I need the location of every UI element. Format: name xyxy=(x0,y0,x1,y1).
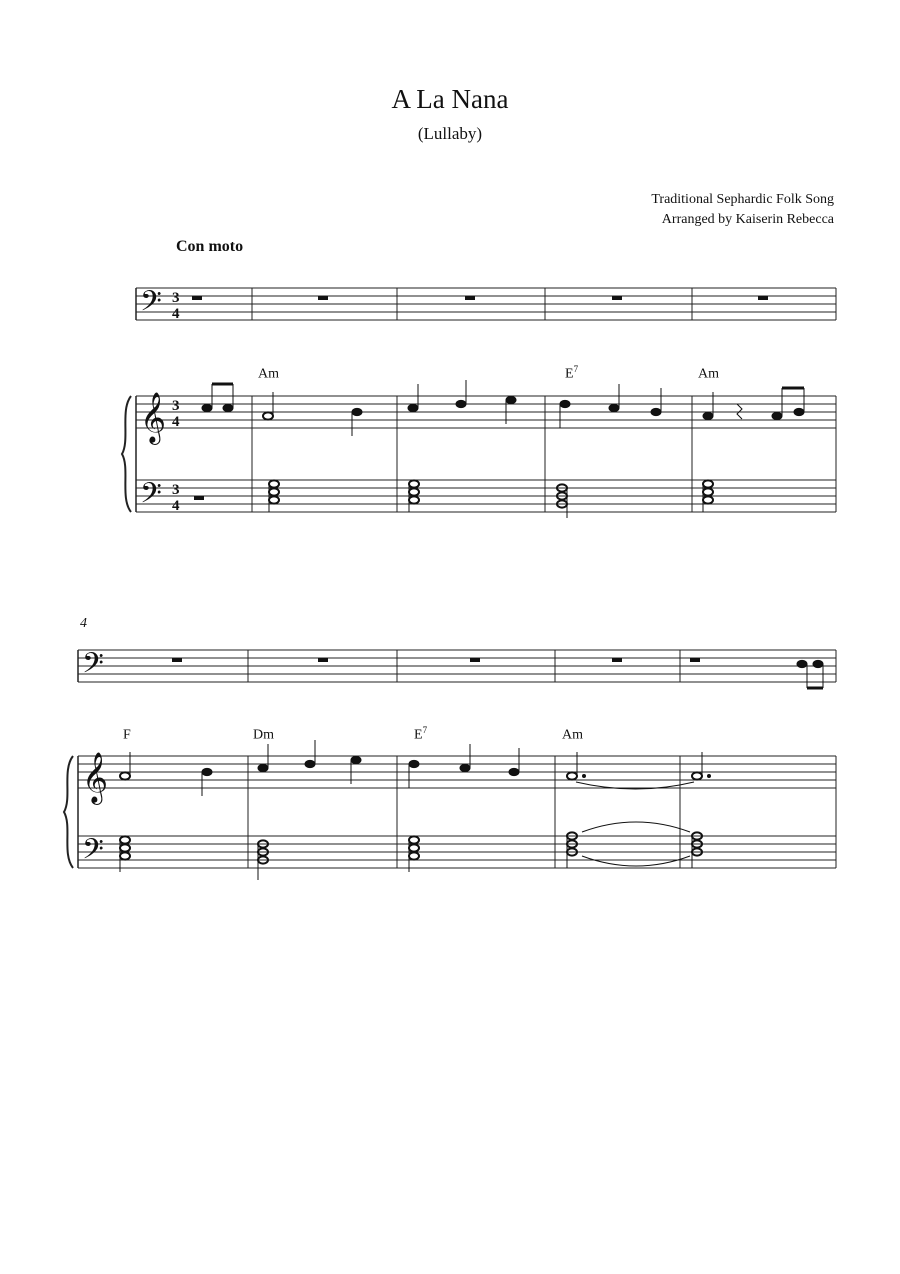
piece-subtitle: (Lullaby) xyxy=(417,124,483,143)
chord-symbol: $E^7$ xyxy=(414,725,428,743)
bass-clef-icon: 𝄢 xyxy=(82,833,104,873)
bass-staff-2 xyxy=(78,650,836,682)
piano-barlines-1 xyxy=(136,396,836,512)
treble-staff-1 xyxy=(136,396,836,428)
accompaniment-chords-2 xyxy=(120,822,702,880)
piano-brace-2 xyxy=(64,756,73,868)
chord-symbol: Am xyxy=(562,727,583,743)
piano-bass-staff-2 xyxy=(78,836,836,868)
bass-clef-icon: 𝄢 xyxy=(82,647,104,687)
composer-credit: Traditional Sephardic Folk Song xyxy=(651,192,834,207)
piano-barlines-2 xyxy=(78,756,836,868)
piece-title: A La Nana xyxy=(391,84,509,114)
treble-staff-2 xyxy=(78,756,836,788)
melody-notes-2 xyxy=(120,660,823,796)
treble-clef-icon: 𝄞 xyxy=(140,392,167,443)
bass-staff-1 xyxy=(136,288,836,320)
chord-symbol: Am xyxy=(258,366,279,382)
bass-clef-icon: 𝄢 xyxy=(140,477,162,517)
arranger-credit: Arranged by Kaiserin Rebecca xyxy=(661,212,834,227)
whole-rests xyxy=(172,296,768,662)
bass-clef-icon: 𝄢 xyxy=(140,285,162,325)
chord-symbol: Dm xyxy=(253,727,274,743)
svg-text:3: 3 xyxy=(172,398,180,414)
chord-symbol: Am xyxy=(698,366,719,382)
tempo-marking: Con moto xyxy=(176,238,244,255)
piano-brace-1 xyxy=(122,396,131,512)
svg-text:4: 4 xyxy=(172,414,180,430)
svg-text:3: 3 xyxy=(172,482,180,498)
piano-bass-staff-1 xyxy=(136,480,836,512)
svg-text:3: 3 xyxy=(172,290,180,306)
treble-clef-icon: 𝄞 xyxy=(82,752,109,803)
svg-text:4: 4 xyxy=(172,498,180,514)
measure-number: 4 xyxy=(80,616,87,631)
chord-symbol: F xyxy=(123,727,131,743)
chord-symbol: $E^7$ xyxy=(565,364,579,382)
svg-text:4: 4 xyxy=(172,306,180,322)
